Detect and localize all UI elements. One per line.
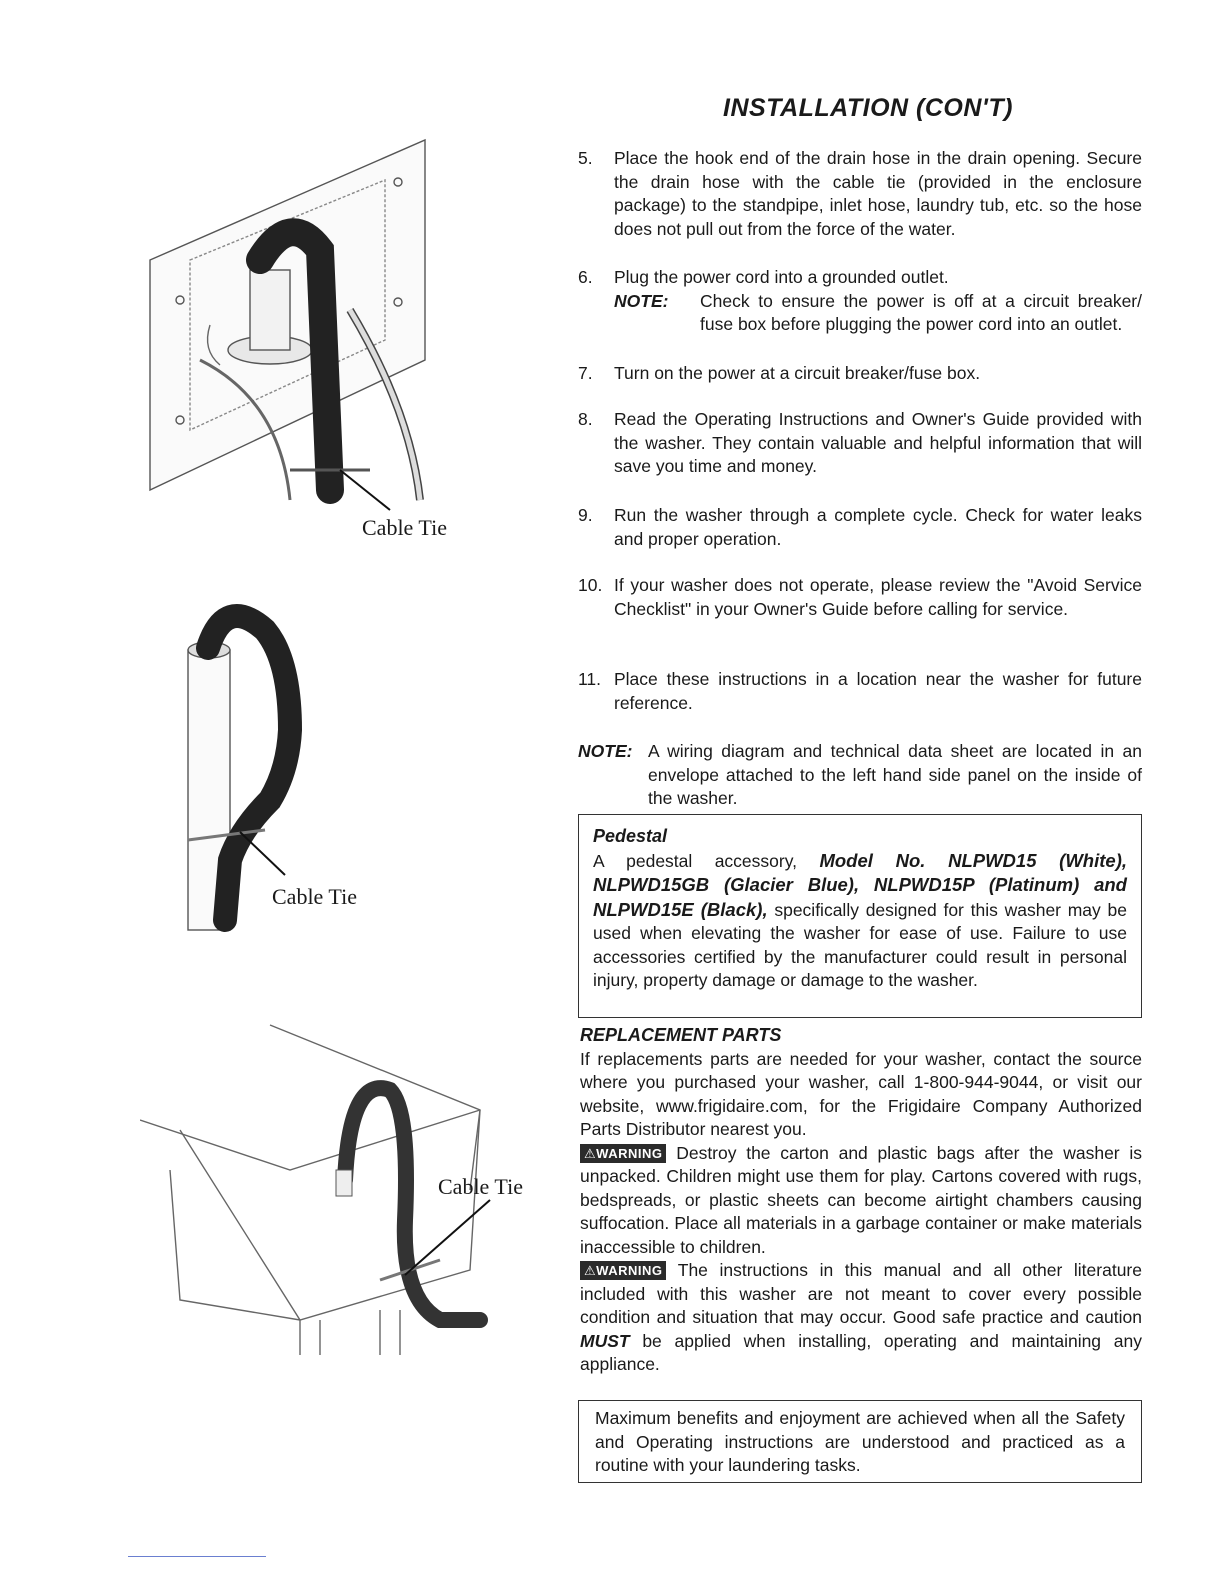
replacement-heading: REPLACEMENT PARTS	[580, 1025, 782, 1045]
step-6	[578, 266, 1142, 337]
step-5	[578, 147, 1142, 241]
pedestal-models: Model No. NLPWD15 (White), NLPWD15GB (Glacier Blue), NLPWD15P (Platinum) and NLPWD15E (Black),	[593, 849, 1127, 920]
step-number: 10.	[578, 575, 603, 595]
figure-caption: Cable Tie	[362, 515, 447, 540]
figure-wall-box	[140, 110, 440, 530]
step-number: 6.	[578, 267, 593, 287]
warning-1	[580, 1142, 1142, 1260]
pedestal-heading: Pedestal	[593, 826, 668, 846]
wiring-note	[578, 740, 1142, 811]
warning-badge: ⚠WARNING	[580, 1261, 666, 1280]
step-number: 9.	[578, 505, 593, 525]
page-title: INSTALLATION (CON'T)	[723, 94, 1013, 122]
warning-2	[580, 1259, 1142, 1377]
pedestal-body	[593, 849, 1127, 993]
step-9	[578, 504, 1142, 551]
step-number: 8.	[578, 409, 593, 429]
warning-text-after: be applied when installing, operating and maintaining any appliance.	[580, 1330, 1142, 1374]
step-8	[578, 408, 1142, 479]
step-number: 5.	[578, 148, 593, 168]
replacement-section	[580, 1024, 1142, 1377]
step-number: 7.	[578, 363, 593, 383]
note-label: NOTE:	[614, 290, 669, 311]
closing-box: Maximum benefits and enjoyment are achieved when all the Safety and Operating instructions are understood and practiced as a routine with your laundering tasks.	[578, 1400, 1142, 1483]
footer-divider	[128, 1556, 266, 1557]
replacement-text: If replacements parts are needed for your washer, contact the source where you purchased your washer, call 1-800-944-9044, or visit our website, www.frigidaire.com, for the Frigidaire Company Authorized Parts Distributor nearest you.	[580, 1048, 1142, 1139]
step-11	[578, 668, 1142, 715]
step-number: 11.	[578, 669, 602, 689]
step-text: Turn on the power at a circuit breaker/fuse box.	[614, 363, 981, 383]
pedestal-intro: A pedestal accessory,	[593, 850, 798, 871]
step-7	[578, 362, 1142, 386]
step-text: Place the hook end of the drain hose in the drain opening. Secure the drain hose with the cable tie (provided in the enclosure package) to the standpipe, inlet hose, laundry tub, etc. so the hose does not pull out from the force of the water.	[614, 148, 1142, 239]
note-label: NOTE:	[578, 741, 633, 761]
figure-caption: Cable Tie	[272, 884, 357, 909]
note-text: A wiring diagram and technical data sheet are located in an envelope attached to the left hand side panel on the inside of the washer.	[648, 741, 1142, 808]
step-text: Read the Operating Instructions and Owner's Guide provided with the washer. They contain valuable and helpful information that will save you time and money.	[614, 409, 1142, 476]
step-10	[578, 574, 1142, 621]
figure-caption: Cable Tie	[438, 1174, 523, 1199]
note-text: Check to ensure the power is off at a circuit breaker/ fuse box before plugging the power cord into an outlet.	[700, 290, 1142, 334]
warning-text: Destroy the carton and plastic bags after the washer is unpacked. Children might use them for play. Cartons covered with rugs, bedspreads, or plastic sheets can become airtight chambers causing suffocation. Place all materials in a garbage container or make materials inaccessible to children.	[580, 1142, 1142, 1257]
pedestal-text: specifically designed for this washer may be used when elevating the washer for ease of use. Failure to use accessories certified by the manufacturer could result in personal injury, property damage or damage to the washer.	[593, 899, 1127, 990]
step-text: Plug the power cord into a grounded outlet.	[614, 267, 949, 287]
warning-emphasis: MUST	[580, 1330, 630, 1351]
warning-text: The instructions in this manual and all other literature included with this washer are not meant to cover every possible condition and situation that may occur. Good safe practice and caution	[580, 1260, 1142, 1327]
step-text: Run the washer through a complete cycle. Check for water leaks and proper operation.	[614, 505, 1142, 549]
step-text: Place these instructions in a location near the washer for future reference.	[614, 669, 1142, 713]
step-text: If your washer does not operate, please review the "Avoid Service Checklist" in your Owner's Guide before calling for service.	[614, 575, 1142, 619]
warning-badge: ⚠WARNING	[580, 1144, 666, 1163]
step-6-note	[614, 290, 1142, 337]
pedestal-box	[578, 814, 1142, 1018]
